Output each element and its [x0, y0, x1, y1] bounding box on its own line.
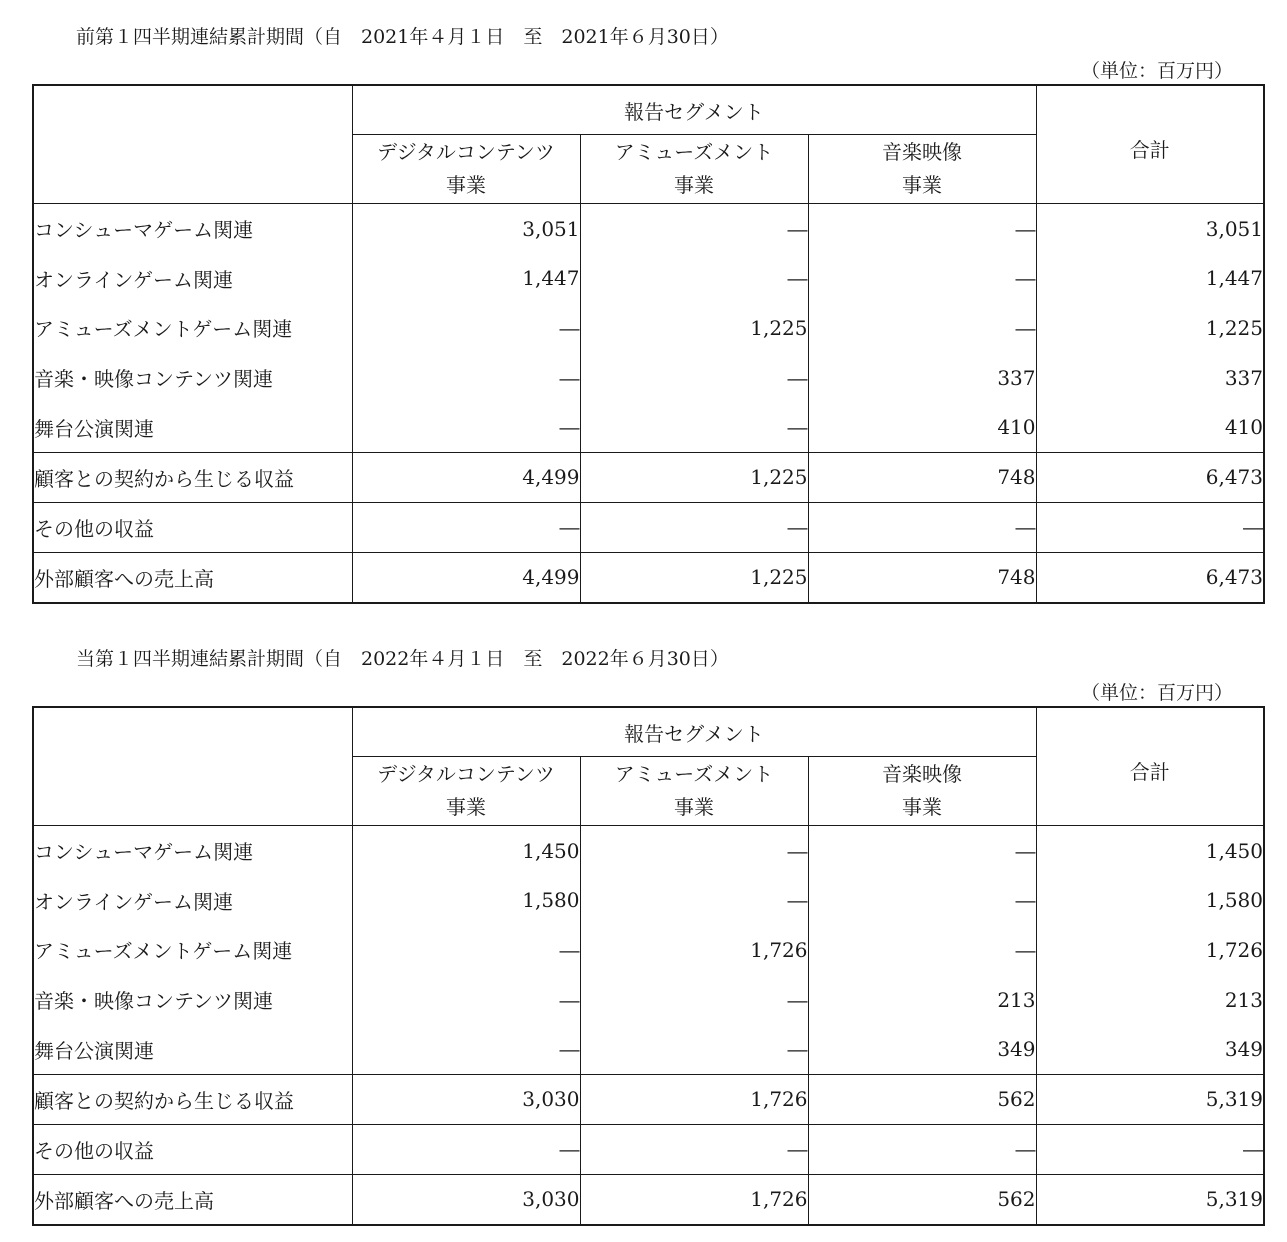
- value-cell: 1,225: [1036, 303, 1264, 353]
- segment-header-line1: デジタルコンテンツ: [377, 140, 555, 164]
- value-cell: 1,450: [1036, 826, 1264, 876]
- row-label: 音楽・映像コンテンツ関連: [33, 353, 352, 403]
- row-label: その他の収益: [33, 1124, 352, 1174]
- value-cell: 349: [1036, 1024, 1264, 1074]
- value-cell: 1,726: [580, 1174, 808, 1225]
- table-row: [33, 975, 1264, 1025]
- table-row: [33, 1174, 1264, 1225]
- table-header-row: [33, 707, 1264, 757]
- value-cell: ―: [808, 254, 1036, 304]
- value-cell: 6,473: [1036, 452, 1264, 502]
- value-cell: 4,499: [352, 552, 580, 603]
- row-label: オンラインゲーム関連: [33, 254, 352, 304]
- table-row: [33, 204, 1264, 254]
- value-cell: 1,580: [1036, 876, 1264, 926]
- table-row: [33, 452, 1264, 502]
- group-header: 報告セグメント: [352, 707, 1036, 757]
- row-label: アミューズメントゲーム関連: [33, 303, 352, 353]
- row-label: 音楽・映像コンテンツ関連: [33, 975, 352, 1025]
- corner-cell: [33, 85, 352, 204]
- value-cell: ―: [1036, 502, 1264, 552]
- section-title: 前第１四半期連結累計期間（自 2021年４月１日 至 2021年６月30日）: [76, 26, 729, 48]
- value-cell: ―: [580, 502, 808, 552]
- section-title: 当第１四半期連結累計期間（自 2022年４月１日 至 2022年６月30日）: [76, 648, 729, 670]
- segment-header: [808, 135, 1036, 204]
- row-label: 顧客との契約から生じる収益: [33, 452, 352, 502]
- value-cell: ―: [580, 975, 808, 1025]
- row-label: コンシューマゲーム関連: [33, 826, 352, 876]
- revenue-table: [32, 84, 1265, 604]
- value-cell: ―: [580, 204, 808, 254]
- value-cell: 213: [1036, 975, 1264, 1025]
- unit-label: （単位：百万円）: [1080, 682, 1233, 704]
- value-cell: ―: [808, 303, 1036, 353]
- value-cell: ―: [580, 876, 808, 926]
- value-cell: ―: [352, 502, 580, 552]
- value-cell: 1,580: [352, 876, 580, 926]
- table-row: [33, 826, 1264, 876]
- segment-header-line1: アミューズメント: [614, 762, 774, 786]
- segment-header: [352, 757, 580, 826]
- value-cell: 5,319: [1036, 1074, 1264, 1124]
- value-cell: ―: [352, 975, 580, 1025]
- value-cell: 1,225: [580, 552, 808, 603]
- table-row: [33, 876, 1264, 926]
- table-row: [33, 1124, 1264, 1174]
- value-cell: ―: [352, 925, 580, 975]
- row-label: コンシューマゲーム関連: [33, 204, 352, 254]
- value-cell: 1,726: [580, 925, 808, 975]
- value-cell: ―: [808, 204, 1036, 254]
- segment-header-line2: 事業: [674, 795, 714, 819]
- value-cell: 1,225: [580, 452, 808, 502]
- value-cell: ―: [580, 1024, 808, 1074]
- value-cell: 3,051: [1036, 204, 1264, 254]
- value-cell: 1,726: [580, 1074, 808, 1124]
- table-row: [33, 402, 1264, 452]
- value-cell: 3,030: [352, 1174, 580, 1225]
- row-label: 外部顧客への売上高: [33, 1174, 352, 1225]
- value-cell: ―: [580, 353, 808, 403]
- segment-header: [580, 135, 808, 204]
- value-cell: 410: [1036, 402, 1264, 452]
- segment-header-line1: アミューズメント: [614, 140, 774, 164]
- value-cell: 3,051: [352, 204, 580, 254]
- value-cell: 410: [808, 402, 1036, 452]
- value-cell: ―: [808, 502, 1036, 552]
- table-row: [33, 254, 1264, 304]
- value-cell: ―: [352, 1024, 580, 1074]
- value-cell: 748: [808, 552, 1036, 603]
- value-cell: ―: [808, 925, 1036, 975]
- table-row: [33, 925, 1264, 975]
- value-cell: 562: [808, 1174, 1036, 1225]
- segment-header: [808, 757, 1036, 826]
- value-cell: ―: [1036, 1124, 1264, 1174]
- value-cell: ―: [580, 1124, 808, 1174]
- revenue-table: [32, 706, 1265, 1226]
- segment-header-line2: 事業: [902, 795, 942, 819]
- value-cell: ―: [352, 402, 580, 452]
- value-cell: ―: [808, 1124, 1036, 1174]
- table-row: [33, 303, 1264, 353]
- value-cell: 1,447: [1036, 254, 1264, 304]
- table-row: [33, 1024, 1264, 1074]
- row-label: 舞台公演関連: [33, 402, 352, 452]
- value-cell: 1,450: [352, 826, 580, 876]
- segment-header-line2: 事業: [674, 173, 714, 197]
- row-label: アミューズメントゲーム関連: [33, 925, 352, 975]
- value-cell: 6,473: [1036, 552, 1264, 603]
- value-cell: 562: [808, 1074, 1036, 1124]
- value-cell: ―: [808, 876, 1036, 926]
- row-label: 外部顧客への売上高: [33, 552, 352, 603]
- table-row: [33, 552, 1264, 603]
- total-header: 合計: [1036, 707, 1264, 826]
- table-row: [33, 502, 1264, 552]
- table-header-row: [33, 85, 1264, 135]
- corner-cell: [33, 707, 352, 826]
- value-cell: ―: [580, 826, 808, 876]
- value-cell: 1,726: [1036, 925, 1264, 975]
- value-cell: 213: [808, 975, 1036, 1025]
- value-cell: ―: [580, 402, 808, 452]
- unit-label: （単位：百万円）: [1080, 60, 1233, 82]
- row-label: オンラインゲーム関連: [33, 876, 352, 926]
- value-cell: 337: [1036, 353, 1264, 403]
- segment-header-line2: 事業: [446, 795, 486, 819]
- value-cell: 3,030: [352, 1074, 580, 1124]
- table-row: [33, 1074, 1264, 1124]
- value-cell: 1,447: [352, 254, 580, 304]
- value-cell: 349: [808, 1024, 1036, 1074]
- segment-header: [580, 757, 808, 826]
- value-cell: 1,225: [580, 303, 808, 353]
- row-label: その他の収益: [33, 502, 352, 552]
- segment-header-line2: 事業: [902, 173, 942, 197]
- value-cell: 337: [808, 353, 1036, 403]
- value-cell: 5,319: [1036, 1174, 1264, 1225]
- segment-header-line1: 音楽映像: [882, 762, 962, 786]
- total-header: 合計: [1036, 85, 1264, 204]
- segment-header-line1: 音楽映像: [882, 140, 962, 164]
- value-cell: ―: [580, 254, 808, 304]
- value-cell: ―: [352, 353, 580, 403]
- row-label: 舞台公演関連: [33, 1024, 352, 1074]
- group-header: 報告セグメント: [352, 85, 1036, 135]
- table-row: [33, 353, 1264, 403]
- value-cell: ―: [352, 1124, 580, 1174]
- value-cell: 4,499: [352, 452, 580, 502]
- value-cell: ―: [352, 303, 580, 353]
- segment-header-line2: 事業: [446, 173, 486, 197]
- value-cell: ―: [808, 826, 1036, 876]
- segment-header-line1: デジタルコンテンツ: [377, 762, 555, 786]
- segment-header: [352, 135, 580, 204]
- row-label: 顧客との契約から生じる収益: [33, 1074, 352, 1124]
- value-cell: 748: [808, 452, 1036, 502]
